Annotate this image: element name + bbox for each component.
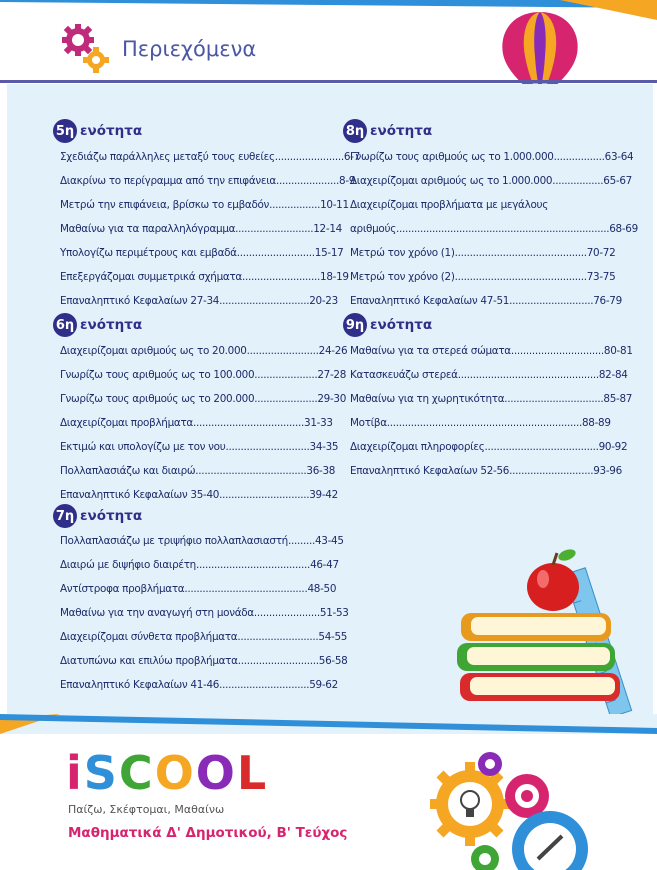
unit-number: 6η [53,313,77,337]
toc-entry[interactable]: Πολλαπλασιάζω και διαιρώ.....................................36-38 [60,465,336,477]
header-divider [0,80,657,83]
unit-label: ενότητα [370,317,433,333]
unit-number: 5η [53,119,77,143]
toc-entry[interactable]: Κατασκευάζω στερεά...............................................82-84 [350,369,628,381]
toc-entry[interactable]: Αντίστροφα προβλήματα.........................................48-50 [60,583,337,595]
toc-entry[interactable]: Σχεδιάζω παράλληλες μεταξύ τους ευθείες.......................6-7 [60,151,360,163]
toc-entry[interactable]: Πολλαπλασιάζω με τριψήφιο πολλαπλασιαστή.........43-45 [60,535,344,547]
bottom-stripe [0,714,657,734]
unit-label: ενότητα [370,123,433,139]
toc-entry[interactable]: Μαθαίνω για τα παραλληλόγραμμα..........................12-14 [60,223,342,235]
toc-entry[interactable]: Γνωρίζω τους αριθμούς ως το 1.000.000.................63-64 [350,151,634,163]
toc-entry[interactable]: Επεξεργάζομαι συμμετρικά σχήματα..........................18-19 [60,271,349,283]
unit-label: ενότητα [80,508,143,524]
toc-entry[interactable]: Εκτιμώ και υπολογίζω με τον νου............................34-35 [60,441,339,453]
toc-entry[interactable]: Διαχειρίζομαι αριθμούς ως το 1.000.000.................65-67 [350,175,632,187]
unit-9-heading [343,313,432,337]
unit-number: 7η [53,504,77,528]
toc-entry[interactable]: Γνωρίζω τους αριθμούς ως το 200.000.....................29-30 [60,393,347,405]
toc-entry[interactable]: Διαχειρίζομαι προβλήματα με μεγάλους [350,199,549,211]
toc-entry[interactable]: Υπολογίζω περιμέτρους και εμβαδά..........................15-17 [60,247,344,259]
toc-entry[interactable]: Μαθαίνω για τη χωρητικότητα.................................85-87 [350,393,633,405]
toc-entry[interactable]: Μετρώ τον χρόνο (2)............................................73-75 [350,271,616,283]
gears-illustration [430,744,650,870]
unit-8-heading [343,119,432,143]
toc-entry[interactable]: Μετρώ την επιφάνεια, βρίσκω το εμβαδόν.................10-11 [60,199,349,211]
unit-label: ενότητα [80,317,143,333]
unit-7-heading [53,504,142,528]
toc-entry[interactable]: αριθμούς.......................................................................68-69 [350,223,638,235]
unit-5-heading [53,119,142,143]
book-subtitle: Μαθηματικά Δ' Δημοτικού, Β' Τεύχος [68,825,348,841]
toc-entry[interactable]: Επαναληπτικό Κεφαλαίων 35-40..............................39-42 [60,489,338,501]
unit-label: ενότητα [80,123,143,139]
toc-entry[interactable]: Επαναληπτικό Κεφαλαίων 27-34..............................20-23 [60,295,338,307]
toc-entry[interactable]: Μετρώ τον χρόνο (1)............................................70-72 [350,247,616,259]
unit-number: 8η [343,119,367,143]
toc-entry[interactable]: Μοτίβα.................................................................88-89 [350,417,611,429]
toc-entry[interactable]: Γνωρίζω τους αριθμούς ως το 100.000.....................27-28 [60,369,347,381]
toc-entry[interactable]: Επαναληπτικό Κεφαλαίων 52-56............................93-96 [350,465,622,477]
toc-entry[interactable]: Διαχειρίζομαι σύνθετα προβλήματα...........................54-55 [60,631,348,643]
unit-6-heading [53,313,142,337]
header [0,0,657,82]
toc-entry[interactable]: Μαθαίνω για τα στερεά σώματα...............................80-81 [350,345,633,357]
toc-entry[interactable]: Διατυπώνω και επιλύω προβλήματα...........................56-58 [60,655,348,667]
toc-entry[interactable]: Διαιρώ με διψήφιο διαιρέτη......................................46-47 [60,559,339,571]
toc-entry[interactable]: Διαχειρίζομαι πληροφορίες......................................90-92 [350,441,628,453]
books-apple-illustration [455,545,650,715]
toc-entry[interactable]: Διαχειρίζομαι αριθμούς ως το 20.000........................24-26 [60,345,348,357]
page-title: Περιεχόμενα [122,37,257,61]
gears-icon [60,22,110,74]
toc-entry[interactable]: Μαθαίνω για την αναγωγή στη μονάδα......................51-53 [60,607,349,619]
toc-entry[interactable]: Διακρίνω το περίγραμμα από την επιφάνεια.....................8-9 [60,175,356,187]
toc-entry[interactable]: Διαχειρίζομαι προβλήματα.....................................31-33 [60,417,333,429]
toc-entry[interactable]: Επαναληπτικό Κεφαλαίων 41-46..............................59-62 [60,679,338,691]
tagline: Παίζω, Σκέφτομαι, Μαθαίνω [68,803,225,816]
brand-logo: iSCOOL [66,746,269,800]
unit-number: 9η [343,313,367,337]
toc-entry[interactable]: Επαναληπτικό Κεφαλαίων 47-51............................76-79 [350,295,622,307]
